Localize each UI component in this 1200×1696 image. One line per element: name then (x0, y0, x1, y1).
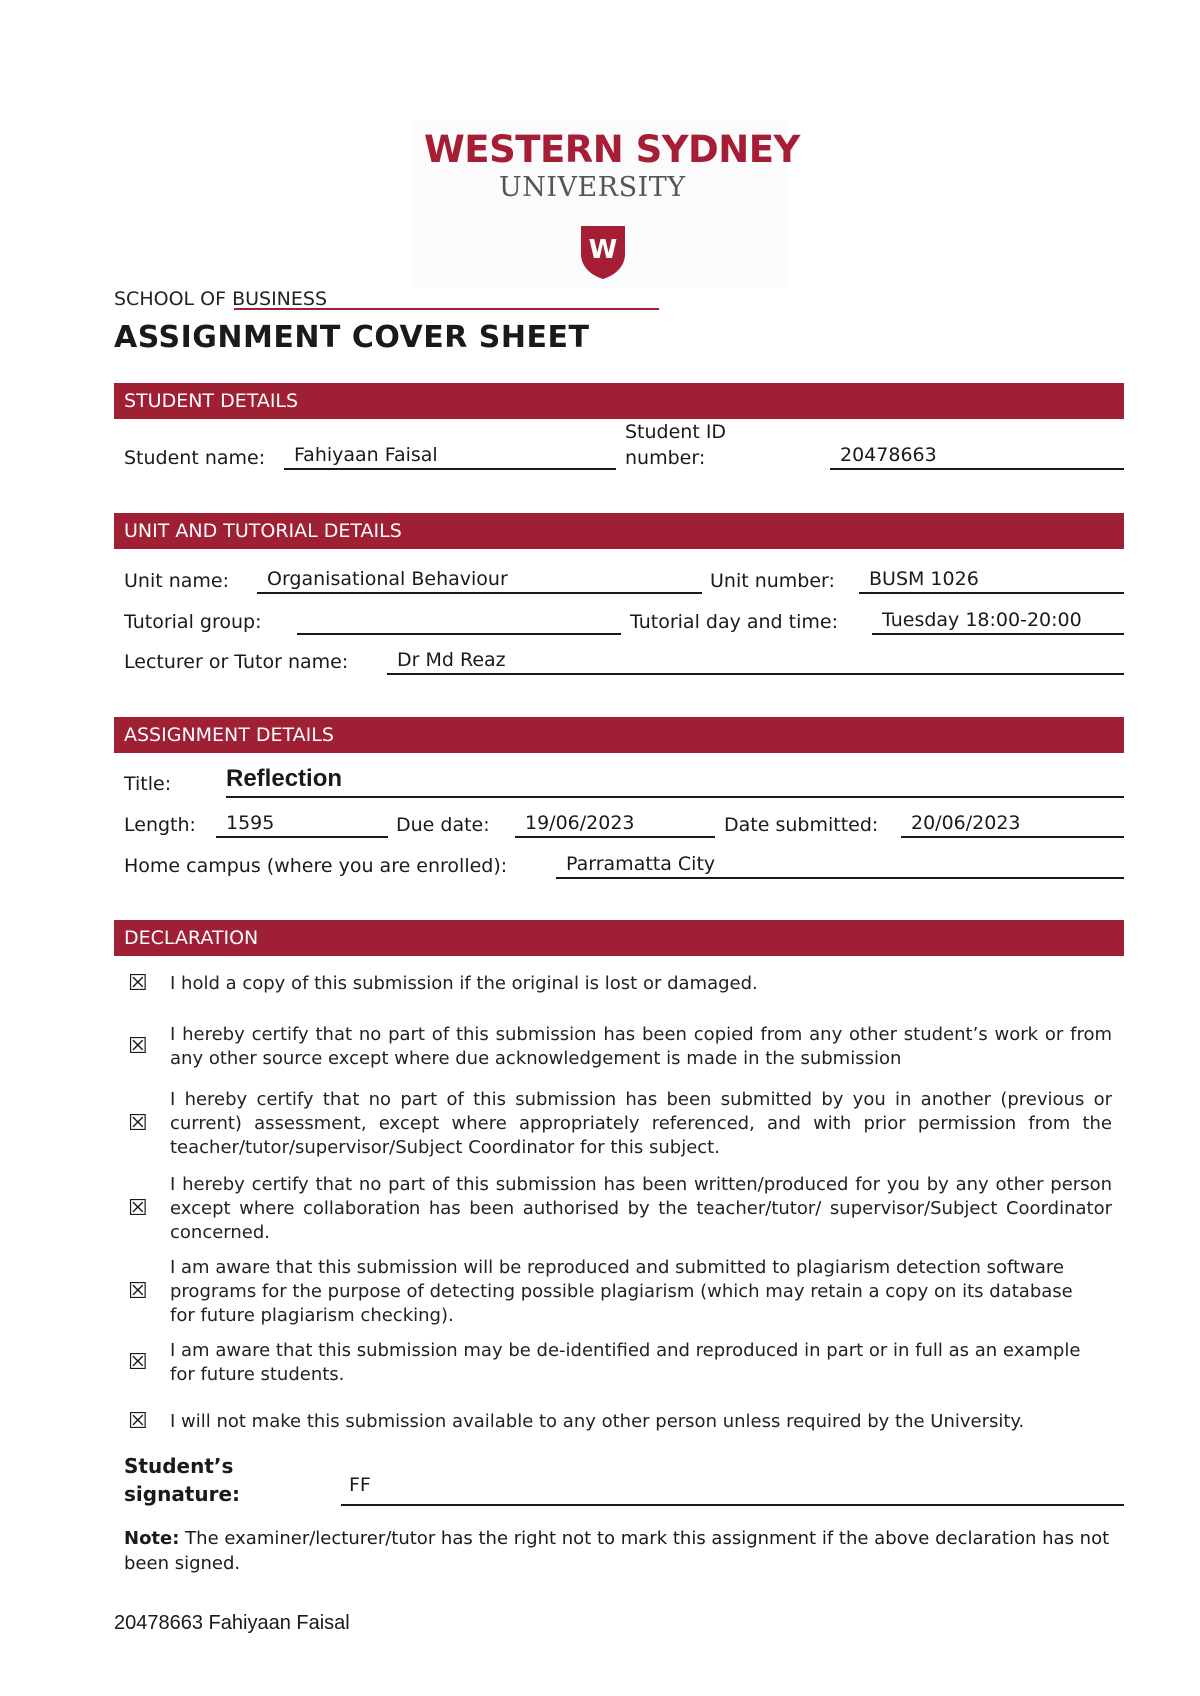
student-id-label-line2: number: (625, 447, 706, 469)
title-label: Title: (124, 773, 172, 795)
lecturer-field[interactable]: Dr Md Reaz (387, 647, 1124, 675)
student-name-field[interactable]: Fahiyaan Faisal (284, 442, 616, 470)
length-label: Length: (124, 814, 196, 836)
date-submitted-label: Date submitted: (724, 814, 879, 836)
declaration-item: I hold a copy of this submission if the original is lost or damaged. (170, 973, 758, 994)
unit-details-heading: UNIT AND TUTORIAL DETAILS (114, 513, 1124, 549)
declaration-checkbox-4[interactable]: ☒ (128, 1196, 148, 1221)
due-date-field[interactable]: 19/06/2023 (515, 810, 715, 838)
declaration-heading: DECLARATION (114, 920, 1124, 956)
unit-number-field[interactable]: BUSM 1026 (859, 566, 1124, 594)
unit-number-label: Unit number: (710, 570, 835, 592)
home-campus-field[interactable]: Parramatta City (556, 851, 1124, 879)
declaration-checkbox-2[interactable]: ☒ (128, 1034, 148, 1059)
student-details-heading: STUDENT DETAILS (114, 383, 1124, 419)
declaration-item: I hereby certify that no part of this submission has been written/produced for you by any other person except where collaboration has been authorised by the teacher/tutor/ supervisor/Subject Coordinator concerned. (170, 1174, 1112, 1243)
shield-letter: W (588, 235, 618, 265)
declaration-item: I will not make this submission available to any other person unless required by the University. (170, 1411, 1025, 1432)
declaration-checkbox-7[interactable]: ☒ (128, 1409, 148, 1434)
declaration-checkbox-6[interactable]: ☒ (128, 1350, 148, 1375)
tutorial-group-field[interactable] (297, 607, 621, 635)
logo-wordmark-secondary: UNIVERSITY (499, 172, 686, 203)
unit-name-field[interactable]: Organisational Behaviour (257, 566, 702, 594)
declaration-checkbox-5[interactable]: ☒ (128, 1279, 148, 1304)
page-title: ASSIGNMENT COVER SHEET (114, 320, 590, 355)
footer-text: 20478663 Fahiyaan Faisal (114, 1612, 350, 1634)
signature-field[interactable]: FF (341, 1468, 1124, 1506)
signature-label (124, 1452, 284, 1508)
lecturer-label: Lecturer or Tutor name: (124, 651, 349, 673)
school-name: SCHOOL OF BUSINESS (114, 288, 328, 310)
school-underline (234, 308, 659, 310)
declaration-item: I hereby certify that no part of this submission has been copied from any other student’s work or from any other source except where due acknowledgement is made in the submission (170, 1024, 1112, 1069)
note-label: Note: (124, 1528, 180, 1549)
unit-name-label: Unit name: (124, 570, 230, 592)
declaration-item: I hereby certify that no part of this submission has been submitted by you in another (previous or current) assessment, except where appropriately referenced, and with prior permission from the teacher/tutor/supervisor/Subject Coordinator for this subject. (170, 1089, 1112, 1158)
signature-label-line1: Student’s (124, 1454, 234, 1478)
note (124, 1526, 1114, 1576)
declaration-checkbox-1[interactable]: ☒ (128, 971, 148, 996)
declaration-checkbox-3[interactable]: ☒ (128, 1111, 148, 1136)
length-field[interactable]: 1595 (216, 810, 388, 838)
student-name-label: Student name: (124, 447, 266, 469)
logo-wordmark-primary: WESTERN SYDNEY (424, 128, 800, 171)
declaration-item: I am aware that this submission will be reproduced and submitted to plagiarism detection software programs for the purpose of detecting possible plagiarism (which may retain a copy on its database for future plagiarism checking). (170, 1257, 1073, 1326)
title-field[interactable]: Reflection (226, 766, 1124, 798)
tutorial-time-field[interactable]: Tuesday 18:00-20:00 (872, 607, 1124, 635)
date-submitted-field[interactable]: 20/06/2023 (901, 810, 1124, 838)
student-id-field[interactable]: 20478663 (830, 442, 1124, 470)
shield-icon (579, 224, 627, 280)
due-date-label: Due date: (396, 814, 490, 836)
declaration-item: I am aware that this submission may be de-identified and reproduced in part or in full as an example for future students. (170, 1340, 1081, 1385)
note-text: The examiner/lecturer/tutor has the right not to mark this assignment if the above declaration has not been signed. (124, 1528, 1110, 1574)
student-id-label-line1: Student ID (625, 421, 727, 443)
signature-label-line2: signature: (124, 1482, 241, 1506)
assignment-details-heading: ASSIGNMENT DETAILS (114, 717, 1124, 753)
tutorial-time-label: Tutorial day and time: (630, 611, 838, 633)
tutorial-group-label: Tutorial group: (124, 611, 262, 633)
home-campus-label: Home campus (where you are enrolled): (124, 855, 508, 877)
